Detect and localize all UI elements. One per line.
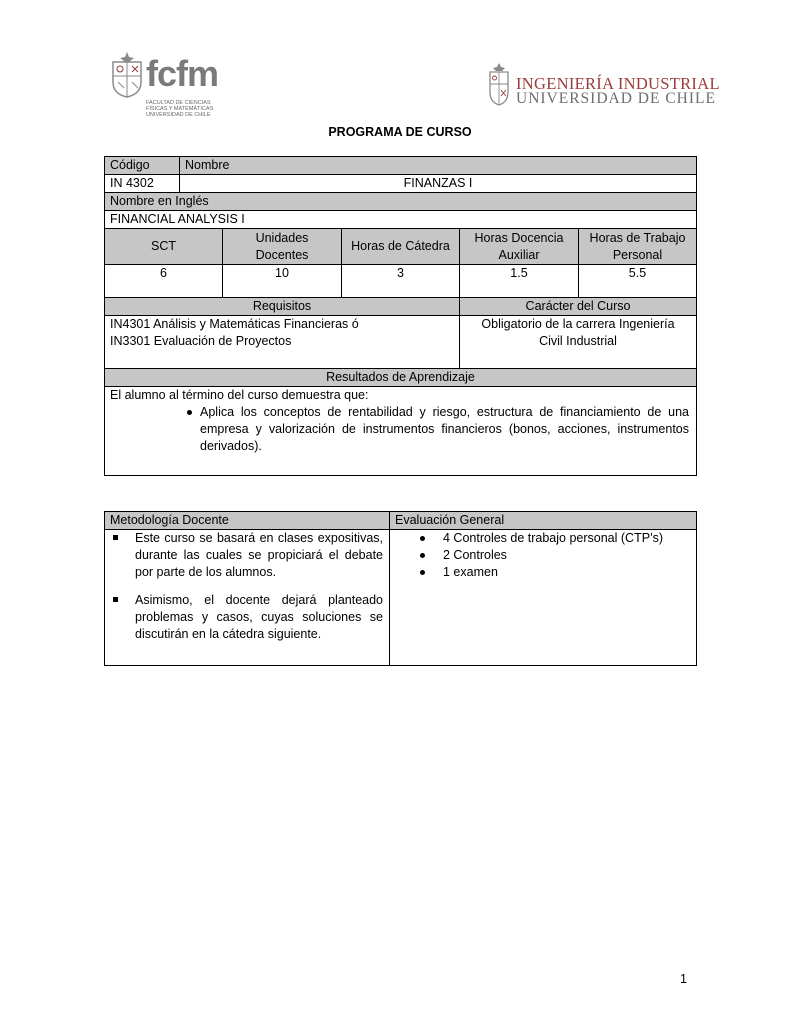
- fcfm-logo: [108, 44, 232, 126]
- evaluation-item: [443, 547, 691, 564]
- character-cell: [460, 316, 697, 369]
- code-header: Código: [105, 157, 180, 175]
- evaluation-item-text: 4 Controles de trabajo personal (CTP’s): [443, 531, 664, 545]
- sct-header: SCT: [105, 229, 223, 265]
- evaluation-list: [443, 530, 691, 581]
- horas-trabajo-personal-value: 5.5: [579, 265, 697, 298]
- ii-logo-line2: UNIVERSIDAD DE CHILE: [516, 90, 716, 107]
- ii-logo-line1: INGENIERÍA INDUSTRIAL: [516, 74, 720, 93]
- character-line: Civil Industrial: [539, 334, 617, 348]
- horas-docencia-auxiliar-value: 1.5: [460, 265, 579, 298]
- bullet-dot-icon: [420, 553, 425, 558]
- methodology-evaluation-table: [104, 511, 697, 666]
- learning-intro: El alumno al término del curso demuestra que:: [110, 388, 369, 402]
- requirements-header: Requisitos: [105, 298, 460, 316]
- evaluation-item-text: 2 Controles: [443, 548, 507, 562]
- unidades-docentes-value: 10: [223, 265, 342, 298]
- methodology-item-text: Este curso se basará en clases expositivas, durante las cuales se propiciará el debate por parte de los alumnos.: [135, 531, 383, 579]
- sct-value: 6: [105, 265, 223, 298]
- learning-outcomes-header: Resultados de Aprendizaje: [105, 369, 697, 387]
- fcfm-wordmark: fcfm: [146, 53, 219, 94]
- methodology-item: [135, 592, 383, 643]
- document-title: PROGRAMA DE CURSO: [328, 125, 472, 139]
- fcfm-subtitle: FACULTAD DE CIENCIAS FÍSICAS Y MATEMÁTICAS UNIVERSIDAD DE CHILE: [146, 100, 214, 118]
- horas-catedra-header: Horas de Cátedra: [342, 229, 460, 265]
- character-header: Carácter del Curso: [460, 298, 697, 316]
- requirement-line: IN3301 Evaluación de Proyectos: [110, 334, 292, 348]
- methodology-cell: [105, 530, 390, 666]
- learning-bullet-item: [110, 404, 691, 455]
- page-number: 1: [680, 972, 687, 986]
- methodology-list: [135, 530, 383, 643]
- course-table: [104, 156, 697, 476]
- square-bullet-icon: [113, 597, 118, 602]
- methodology-header: Metodología Docente: [105, 512, 390, 530]
- evaluation-cell: [390, 530, 697, 666]
- evaluation-item-text: 1 examen: [443, 565, 498, 579]
- english-name: FINANCIAL ANALYSIS I: [105, 211, 697, 229]
- course-code: IN 4302: [105, 175, 180, 193]
- english-name-header: Nombre en Inglés: [105, 193, 697, 211]
- requirement-line: IN4301 Análisis y Matemáticas Financieras ó: [110, 317, 359, 331]
- horas-trabajo-personal-header: Horas de Trabajo Personal: [579, 229, 697, 265]
- name-header: Nombre: [180, 157, 697, 175]
- requirements-cell: [105, 316, 460, 369]
- character-line: Obligatorio de la carrera Ingeniería: [481, 317, 675, 331]
- evaluation-header: Evaluación General: [390, 512, 697, 530]
- bullet-dot-icon: [187, 410, 192, 415]
- university-shield-icon: [110, 52, 144, 98]
- methodology-item: [135, 530, 383, 581]
- methodology-item-text: Asimismo, el docente dejará planteado problemas y casos, cuyas soluciones se discutirán en la cátedra siguiente.: [135, 593, 383, 641]
- unidades-docentes-header: Unidades Docentes: [223, 229, 342, 265]
- learning-outcomes-cell: [105, 387, 697, 476]
- horas-docencia-auxiliar-header: Horas Docencia Auxiliar: [460, 229, 579, 265]
- bullet-dot-icon: [420, 536, 425, 541]
- bullet-dot-icon: [420, 570, 425, 575]
- evaluation-item: [443, 530, 691, 547]
- university-shield-icon: [488, 62, 510, 106]
- ingenieria-industrial-logo: [488, 60, 720, 110]
- horas-catedra-value: 3: [342, 265, 460, 298]
- square-bullet-icon: [113, 535, 118, 540]
- evaluation-item: [443, 564, 691, 581]
- learning-bullet-text: Aplica los conceptos de rentabilidad y riesgo, estructura de financiamiento de una empresa y valorización de instrumentos financieros (bonos, acciones, instrumentos derivados).: [200, 405, 689, 453]
- course-name: FINANZAS I: [180, 175, 697, 193]
